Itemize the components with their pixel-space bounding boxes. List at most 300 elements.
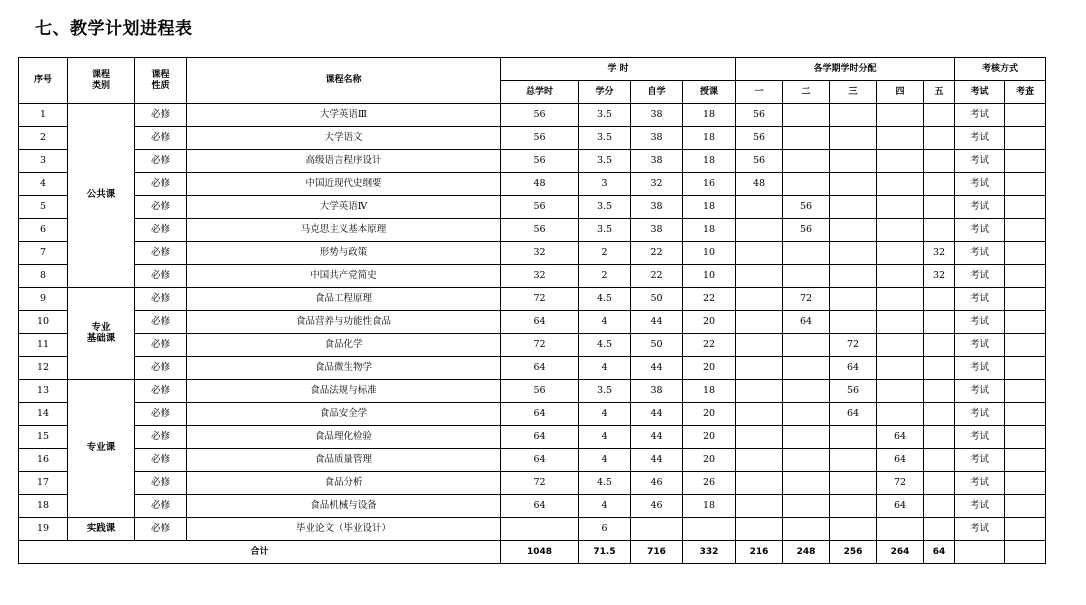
cell-check [1005, 242, 1046, 265]
cell-credits: 3.5 [579, 380, 631, 403]
cell-check [1005, 311, 1046, 334]
cell-self-study: 44 [631, 426, 683, 449]
table-row [19, 104, 1046, 127]
row-seq: 5 [19, 196, 68, 219]
cell-course-nature: 必修 [135, 380, 187, 403]
cell-course-nature: 必修 [135, 472, 187, 495]
totals-semester-2: 248 [783, 541, 830, 564]
cell-exam: 考试 [955, 265, 1005, 288]
table-row [19, 219, 1046, 242]
cell-check [1005, 127, 1046, 150]
cell-semester-5: 32 [924, 265, 955, 288]
cell-credits: 4 [579, 495, 631, 518]
header-semester-4: 四 [877, 81, 924, 104]
cell-exam: 考试 [955, 334, 1005, 357]
cell-lecture: 18 [683, 219, 736, 242]
cell-credits: 4.5 [579, 472, 631, 495]
cell-course-nature: 必修 [135, 104, 187, 127]
cell-total-hours: 56 [501, 380, 579, 403]
cell-check [1005, 518, 1046, 541]
cell-semester-2 [783, 449, 830, 472]
cell-lecture: 18 [683, 104, 736, 127]
cell-lecture: 18 [683, 380, 736, 403]
row-seq: 2 [19, 127, 68, 150]
page-title: 七、教学计划进程表 [35, 19, 193, 39]
cell-total-hours: 64 [501, 357, 579, 380]
cell-exam: 考试 [955, 449, 1005, 472]
cell-semester-2 [783, 104, 830, 127]
cell-semester-1: 48 [736, 173, 783, 196]
teaching-plan-table [18, 57, 1046, 564]
totals-total-hours: 1048 [501, 541, 579, 564]
cell-semester-4 [877, 242, 924, 265]
cell-semester-2: 56 [783, 219, 830, 242]
cell-course-nature: 必修 [135, 196, 187, 219]
cell-course-nature: 必修 [135, 242, 187, 265]
cell-check [1005, 495, 1046, 518]
table-body [19, 104, 1046, 541]
cell-lecture: 18 [683, 127, 736, 150]
cell-credits: 4 [579, 449, 631, 472]
cell-semester-4 [877, 173, 924, 196]
totals-credits: 71.5 [579, 541, 631, 564]
cell-self-study: 38 [631, 196, 683, 219]
cell-course-name: 食品理化检验 [187, 426, 501, 449]
cell-semester-3 [830, 518, 877, 541]
cell-lecture: 20 [683, 357, 736, 380]
row-seq: 12 [19, 357, 68, 380]
cell-exam: 考试 [955, 127, 1005, 150]
cell-semester-4 [877, 104, 924, 127]
cell-self-study: 44 [631, 311, 683, 334]
cell-course-name: 食品分析 [187, 472, 501, 495]
cell-credits: 2 [579, 242, 631, 265]
cell-credits: 3.5 [579, 127, 631, 150]
cell-semester-5 [924, 311, 955, 334]
table-row [19, 403, 1046, 426]
cell-course-nature: 必修 [135, 173, 187, 196]
cell-credits: 6 [579, 518, 631, 541]
cell-total-hours: 72 [501, 288, 579, 311]
cell-total-hours: 32 [501, 265, 579, 288]
totals-label: 合计 [19, 541, 501, 564]
header-nature-text: 课程 性质 [151, 70, 170, 91]
cell-total-hours: 72 [501, 334, 579, 357]
cell-credits: 4 [579, 357, 631, 380]
row-seq: 9 [19, 288, 68, 311]
totals-semester-1: 216 [736, 541, 783, 564]
header-category-text: 课程 类别 [91, 70, 110, 91]
totals-check [1005, 541, 1046, 564]
cell-course-nature: 必修 [135, 357, 187, 380]
cell-total-hours: 64 [501, 449, 579, 472]
cell-course-name: 食品工程原理 [187, 288, 501, 311]
cell-total-hours: 64 [501, 311, 579, 334]
cell-total-hours [501, 518, 579, 541]
cell-check [1005, 104, 1046, 127]
cell-semester-5 [924, 403, 955, 426]
cell-semester-4 [877, 380, 924, 403]
totals-self-study: 716 [631, 541, 683, 564]
cell-exam: 考试 [955, 403, 1005, 426]
cell-course-nature: 必修 [135, 288, 187, 311]
cell-total-hours: 48 [501, 173, 579, 196]
table-row [19, 449, 1046, 472]
cell-semester-2: 64 [783, 311, 830, 334]
header-lecture: 授课 [683, 81, 736, 104]
cell-lecture: 22 [683, 334, 736, 357]
header-semester-1: 一 [736, 81, 783, 104]
cell-course-name: 形势与政策 [187, 242, 501, 265]
cell-course-name: 中国近现代史纲要 [187, 173, 501, 196]
cell-exam: 考试 [955, 242, 1005, 265]
row-seq: 7 [19, 242, 68, 265]
header-self-study: 自学 [631, 81, 683, 104]
header-total-hours: 总学时 [501, 81, 579, 104]
cell-semester-1 [736, 403, 783, 426]
cell-check [1005, 150, 1046, 173]
cell-lecture [683, 518, 736, 541]
cell-semester-3 [830, 242, 877, 265]
cell-course-nature: 必修 [135, 518, 187, 541]
cell-course-nature: 必修 [135, 265, 187, 288]
cell-semester-2 [783, 173, 830, 196]
cell-exam: 考试 [955, 426, 1005, 449]
cell-credits: 3.5 [579, 104, 631, 127]
category-practice: 实践课 [68, 518, 135, 541]
cell-check [1005, 472, 1046, 495]
cell-semester-1 [736, 242, 783, 265]
cell-semester-3 [830, 173, 877, 196]
cell-check [1005, 426, 1046, 449]
category-basic: 专业 基础课 [68, 288, 135, 380]
row-seq: 6 [19, 219, 68, 242]
cell-semester-5 [924, 288, 955, 311]
header-hours-group: 学 时 [501, 58, 736, 81]
table-row [19, 288, 1046, 311]
cell-course-name: 马克思主义基本原理 [187, 219, 501, 242]
cell-semester-1 [736, 495, 783, 518]
header-credits: 学分 [579, 81, 631, 104]
cell-total-hours: 56 [501, 127, 579, 150]
cell-semester-5 [924, 357, 955, 380]
cell-self-study: 38 [631, 104, 683, 127]
cell-semester-1 [736, 426, 783, 449]
cell-semester-1 [736, 265, 783, 288]
cell-lecture: 18 [683, 196, 736, 219]
cell-credits: 3 [579, 173, 631, 196]
row-seq: 10 [19, 311, 68, 334]
cell-self-study: 44 [631, 357, 683, 380]
cell-total-hours: 56 [501, 196, 579, 219]
table-row [19, 311, 1046, 334]
cell-course-nature: 必修 [135, 449, 187, 472]
table-row [19, 518, 1046, 541]
cell-total-hours: 64 [501, 426, 579, 449]
cell-semester-3 [830, 104, 877, 127]
table-row [19, 242, 1046, 265]
table-row [19, 150, 1046, 173]
cell-credits: 4 [579, 426, 631, 449]
cell-semester-1 [736, 380, 783, 403]
row-seq: 14 [19, 403, 68, 426]
row-seq: 8 [19, 265, 68, 288]
totals-semester-4: 264 [877, 541, 924, 564]
cell-semester-5 [924, 472, 955, 495]
cell-semester-4: 72 [877, 472, 924, 495]
cell-semester-1: 56 [736, 127, 783, 150]
cell-course-nature: 必修 [135, 426, 187, 449]
row-seq: 15 [19, 426, 68, 449]
cell-credits: 4.5 [579, 334, 631, 357]
table-row [19, 357, 1046, 380]
cell-self-study: 38 [631, 150, 683, 173]
cell-credits: 4.5 [579, 288, 631, 311]
cell-semester-2 [783, 334, 830, 357]
cell-semester-5 [924, 104, 955, 127]
cell-course-name: 食品化学 [187, 334, 501, 357]
cell-course-name: 食品安全学 [187, 403, 501, 426]
cell-course-name: 大学英语Ⅲ [187, 104, 501, 127]
cell-exam: 考试 [955, 173, 1005, 196]
cell-semester-5 [924, 127, 955, 150]
cell-credits: 4 [579, 311, 631, 334]
header-nature [135, 58, 187, 104]
cell-semester-1 [736, 449, 783, 472]
cell-semester-4 [877, 311, 924, 334]
cell-course-nature: 必修 [135, 403, 187, 426]
table-row [19, 173, 1046, 196]
cell-exam: 考试 [955, 518, 1005, 541]
table-row [19, 265, 1046, 288]
table-row [19, 334, 1046, 357]
row-seq: 16 [19, 449, 68, 472]
cell-semester-1 [736, 357, 783, 380]
cell-semester-4 [877, 518, 924, 541]
cell-exam: 考试 [955, 472, 1005, 495]
table-row [19, 127, 1046, 150]
cell-semester-5 [924, 495, 955, 518]
totals-row [19, 541, 1046, 564]
cell-lecture: 20 [683, 403, 736, 426]
cell-semester-4 [877, 334, 924, 357]
header-exam: 考试 [955, 81, 1005, 104]
cell-course-name: 大学英语Ⅳ [187, 196, 501, 219]
cell-credits: 2 [579, 265, 631, 288]
cell-course-name: 食品质量管理 [187, 449, 501, 472]
cell-semester-5 [924, 150, 955, 173]
cell-semester-3 [830, 127, 877, 150]
totals-semester-3: 256 [830, 541, 877, 564]
cell-total-hours: 64 [501, 495, 579, 518]
cell-check [1005, 173, 1046, 196]
table-row [19, 426, 1046, 449]
cell-self-study: 32 [631, 173, 683, 196]
cell-semester-2: 56 [783, 196, 830, 219]
cell-semester-4: 64 [877, 426, 924, 449]
cell-exam: 考试 [955, 219, 1005, 242]
table-row [19, 380, 1046, 403]
cell-semester-4: 64 [877, 495, 924, 518]
cell-lecture: 20 [683, 426, 736, 449]
cell-self-study: 50 [631, 288, 683, 311]
cell-lecture: 26 [683, 472, 736, 495]
cell-semester-3 [830, 472, 877, 495]
cell-semester-3: 64 [830, 357, 877, 380]
cell-semester-2 [783, 518, 830, 541]
cell-semester-2 [783, 495, 830, 518]
cell-semester-1 [736, 288, 783, 311]
category-public: 公共课 [68, 104, 135, 288]
cell-total-hours: 32 [501, 242, 579, 265]
row-seq: 11 [19, 334, 68, 357]
cell-check [1005, 288, 1046, 311]
cell-semester-5 [924, 518, 955, 541]
cell-semester-4: 64 [877, 449, 924, 472]
row-seq: 3 [19, 150, 68, 173]
cell-semester-1: 56 [736, 150, 783, 173]
cell-self-study: 38 [631, 219, 683, 242]
cell-semester-5 [924, 426, 955, 449]
cell-semester-5 [924, 380, 955, 403]
cell-semester-4 [877, 403, 924, 426]
cell-course-name: 中国共产党简史 [187, 265, 501, 288]
cell-credits: 3.5 [579, 150, 631, 173]
cell-semester-1 [736, 518, 783, 541]
cell-semester-5 [924, 173, 955, 196]
cell-semester-3 [830, 495, 877, 518]
cell-semester-1: 56 [736, 104, 783, 127]
cell-semester-1 [736, 219, 783, 242]
cell-course-name: 高级语言程序设计 [187, 150, 501, 173]
cell-semester-3: 56 [830, 380, 877, 403]
cell-semester-5: 32 [924, 242, 955, 265]
cell-course-nature: 必修 [135, 150, 187, 173]
totals-semester-5: 64 [924, 541, 955, 564]
cell-self-study: 46 [631, 495, 683, 518]
cell-course-name: 食品营养与功能性食品 [187, 311, 501, 334]
row-seq: 4 [19, 173, 68, 196]
header-category [68, 58, 135, 104]
cell-credits: 3.5 [579, 219, 631, 242]
cell-check [1005, 219, 1046, 242]
cell-semester-3 [830, 426, 877, 449]
cell-semester-2 [783, 426, 830, 449]
cell-exam: 考试 [955, 288, 1005, 311]
cell-course-nature: 必修 [135, 219, 187, 242]
cell-semester-4 [877, 357, 924, 380]
header-seq: 序号 [19, 58, 68, 104]
totals-lecture: 332 [683, 541, 736, 564]
totals-exam [955, 541, 1005, 564]
header-semester-2: 二 [783, 81, 830, 104]
cell-check [1005, 449, 1046, 472]
cell-semester-3 [830, 311, 877, 334]
cell-lecture: 20 [683, 449, 736, 472]
cell-self-study: 22 [631, 265, 683, 288]
table-row [19, 495, 1046, 518]
cell-semester-4 [877, 196, 924, 219]
cell-course-name: 食品微生物学 [187, 357, 501, 380]
cell-semester-2 [783, 265, 830, 288]
header-semester-3: 三 [830, 81, 877, 104]
cell-course-name: 食品机械与设备 [187, 495, 501, 518]
cell-check [1005, 265, 1046, 288]
cell-exam: 考试 [955, 380, 1005, 403]
cell-semester-4 [877, 150, 924, 173]
cell-semester-1 [736, 472, 783, 495]
cell-semester-2 [783, 127, 830, 150]
cell-semester-2 [783, 242, 830, 265]
cell-semester-3 [830, 150, 877, 173]
cell-course-name: 毕业论文（毕业设计） [187, 518, 501, 541]
cell-semester-3 [830, 196, 877, 219]
cell-course-nature: 必修 [135, 127, 187, 150]
header-check: 考查 [1005, 81, 1046, 104]
cell-lecture: 18 [683, 495, 736, 518]
cell-self-study [631, 518, 683, 541]
cell-check [1005, 334, 1046, 357]
cell-self-study: 50 [631, 334, 683, 357]
cell-semester-3 [830, 449, 877, 472]
cell-exam: 考试 [955, 311, 1005, 334]
category-major: 专业课 [68, 380, 135, 518]
cell-semester-4 [877, 127, 924, 150]
table-row [19, 472, 1046, 495]
cell-lecture: 22 [683, 288, 736, 311]
row-seq: 18 [19, 495, 68, 518]
cell-check [1005, 196, 1046, 219]
cell-semester-1 [736, 311, 783, 334]
cell-total-hours: 56 [501, 104, 579, 127]
cell-semester-5 [924, 219, 955, 242]
cell-credits: 3.5 [579, 196, 631, 219]
cell-semester-4 [877, 219, 924, 242]
cell-lecture: 16 [683, 173, 736, 196]
cell-semester-2 [783, 380, 830, 403]
row-seq: 19 [19, 518, 68, 541]
cell-exam: 考试 [955, 104, 1005, 127]
cell-semester-2 [783, 150, 830, 173]
cell-semester-3: 72 [830, 334, 877, 357]
cell-semester-1 [736, 334, 783, 357]
cell-semester-4 [877, 265, 924, 288]
cell-semester-3 [830, 288, 877, 311]
cell-semester-2 [783, 472, 830, 495]
cell-semester-5 [924, 196, 955, 219]
cell-semester-2 [783, 403, 830, 426]
cell-semester-3 [830, 265, 877, 288]
cell-course-name: 食品法规与标准 [187, 380, 501, 403]
cell-self-study: 46 [631, 472, 683, 495]
cell-course-nature: 必修 [135, 311, 187, 334]
cell-semester-3: 64 [830, 403, 877, 426]
cell-semester-1 [736, 196, 783, 219]
cell-total-hours: 72 [501, 472, 579, 495]
cell-self-study: 38 [631, 127, 683, 150]
cell-self-study: 22 [631, 242, 683, 265]
row-seq: 13 [19, 380, 68, 403]
header-course-name: 课程名称 [187, 58, 501, 104]
cell-self-study: 44 [631, 403, 683, 426]
cell-lecture: 10 [683, 242, 736, 265]
header-assessment-group: 考核方式 [955, 58, 1046, 81]
cell-check [1005, 357, 1046, 380]
cell-lecture: 18 [683, 150, 736, 173]
cell-semester-2: 72 [783, 288, 830, 311]
cell-total-hours: 56 [501, 219, 579, 242]
cell-exam: 考试 [955, 495, 1005, 518]
